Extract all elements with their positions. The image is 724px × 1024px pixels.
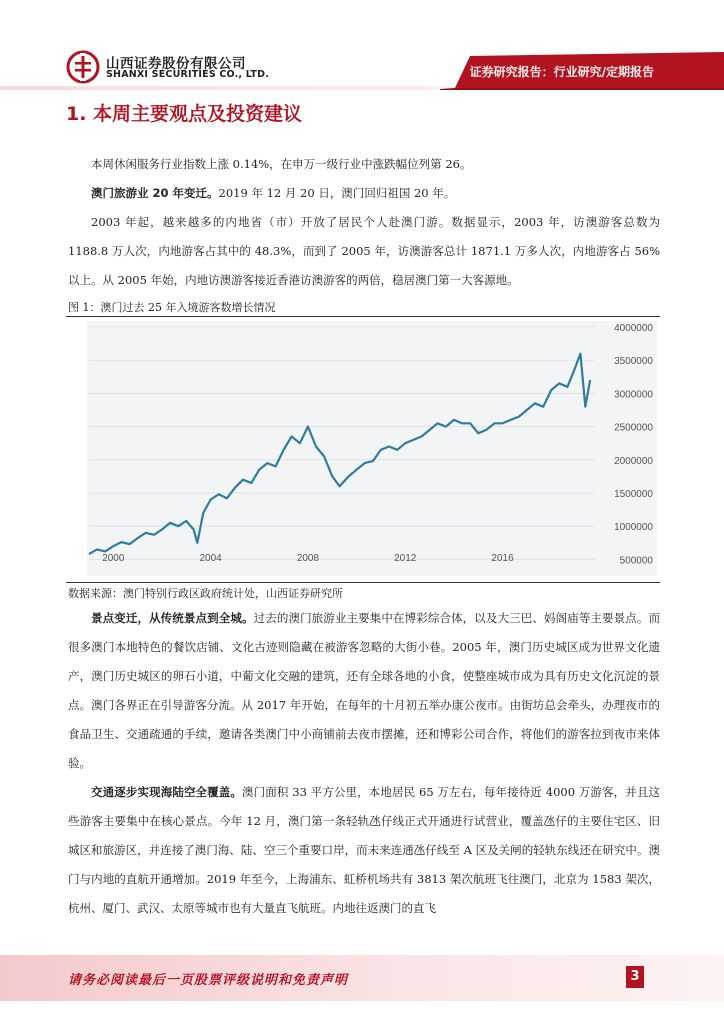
y-tick-label: 3000000 — [614, 389, 653, 401]
x-tick-label: 2000 — [102, 553, 125, 564]
x-tick-label: 2004 — [199, 553, 222, 564]
body-paragraph-1-heading: 景点变迁，从传统景点到全城。 — [91, 611, 254, 625]
y-tick-label: 3500000 — [614, 356, 653, 368]
company-name-en: SHANXI SECURITIES CO., LTD. — [106, 69, 270, 80]
y-tick-label: 1500000 — [614, 488, 653, 500]
body-paragraph-2-text: 澳门面积 33 平方公里，本地居民 65 万左右，每年接待近 4000 万游客，并且这些游客主要集中在核心景点。今年 12 月，澳门第一条轻轨氹仔线正式开通进行试营业，覆盖氹仔的主要住宅区、旧城区和旅游区，并连接了澳门海、陆、空三个重要口岸，而未来连通氹仔线至 A 区及关闸的轻轨东线还在研究中。澳门与内地的直航开通增加。2019 年至今，上海浦东、虹桥机场共有 3813 架次航班飞往澳门，北京为 1583 架次，杭州、厦门、武汉、太原等城市也有大量直飞航班。内地往返澳门的直飞 — [68, 785, 660, 915]
body-text — [68, 604, 660, 923]
intro-paragraph-1: 本周休闲服务行业指数上涨 0.14%，在申万一级行业中涨跌幅位列第 26。 — [91, 157, 472, 171]
body-paragraph-1-text: 过去的澳门旅游业主要集中在博彩综合体，以及大三巴、妈阁庙等主要景点。而很多澳门本地特色的餐饮店铺、文化古迹则隐藏在被游客忽略的大街小巷。2005 年，澳门历史城区成为世界文化遗产，澳门历史城区的卵石小道，中葡文化交融的建筑，还有全球各地的小食，使整座城市成为具有历史文化沉淀的景点。澳门各界正在引导游客分流。从 2017 年开始，在每年的十月初五举办康公夜市。由街坊总会牵头，办理夜市的食品卫生、交通疏通的手续，邀请各类澳门中小商铺前去夜市摆摊，还和博彩公司合作，将他们的游客拉到夜市来体验。 — [68, 611, 661, 770]
footer-disclaimer-notice: 请务必阅读最后一页股票评级说明和免责声明 — [68, 973, 349, 988]
x-tick-label: 2008 — [296, 553, 320, 564]
intro-paragraph-2 — [68, 179, 660, 208]
figure-top-rule — [66, 316, 660, 317]
x-tick-label: 2012 — [394, 553, 417, 564]
y-tick-label: 2000000 — [614, 455, 653, 467]
section-title: 1. 本周主要观点及投资建议 — [66, 103, 303, 125]
body-paragraph-1 — [68, 604, 660, 778]
intro-paragraph-2-text: 2019 年 12 月 20 日，澳门回归祖国 20 年。 — [218, 186, 456, 200]
y-tick-label: 2500000 — [614, 422, 653, 434]
y-tick-label: 1000000 — [614, 522, 653, 534]
chart-background — [87, 321, 657, 576]
intro-text — [68, 150, 660, 295]
visitor-line-chart — [87, 321, 657, 576]
report-type-label: 证券研究报告：行业研究/定期报告 — [469, 65, 654, 79]
figure-caption: 图 1：澳门过去 25 年入境游客数增长情况 — [68, 301, 276, 314]
body-paragraph-2 — [68, 778, 660, 923]
y-tick-label: 500000 — [619, 555, 653, 567]
intro-paragraph-2-heading: 澳门旅游业 20 年变迁。 — [91, 186, 219, 200]
y-tick-label: 4000000 — [614, 323, 653, 334]
figure-source: 数据来源：澳门特别行政区政府统计处，山西证券研究所 — [68, 587, 343, 600]
page-number: 3 — [626, 966, 644, 988]
company-logo-icon — [66, 50, 100, 84]
company-name-cn: 山西证券股份有限公司 — [106, 56, 246, 72]
body-paragraph-2-heading: 交通逐步实现海陆空全覆盖。 — [91, 785, 243, 799]
figure-bottom-rule — [66, 582, 660, 583]
page-header — [0, 0, 724, 92]
intro-paragraph-3: 2003 年起，越来越多的内地省（市）开放了居民个人赴澳门游。数据显示，2003 年，访澳游客总数为 1188.8 万人次，内地游客占其中的 48.3%，而到了 2005 年，访澳游客总计 1871.1 万多人次，内地游客占 56% 以上。从 2005 年始，内地访澳游客接近香港访澳游客的两倍，稳居澳门第一大客源地。 — [68, 215, 660, 287]
x-tick-label: 2016 — [491, 553, 514, 564]
